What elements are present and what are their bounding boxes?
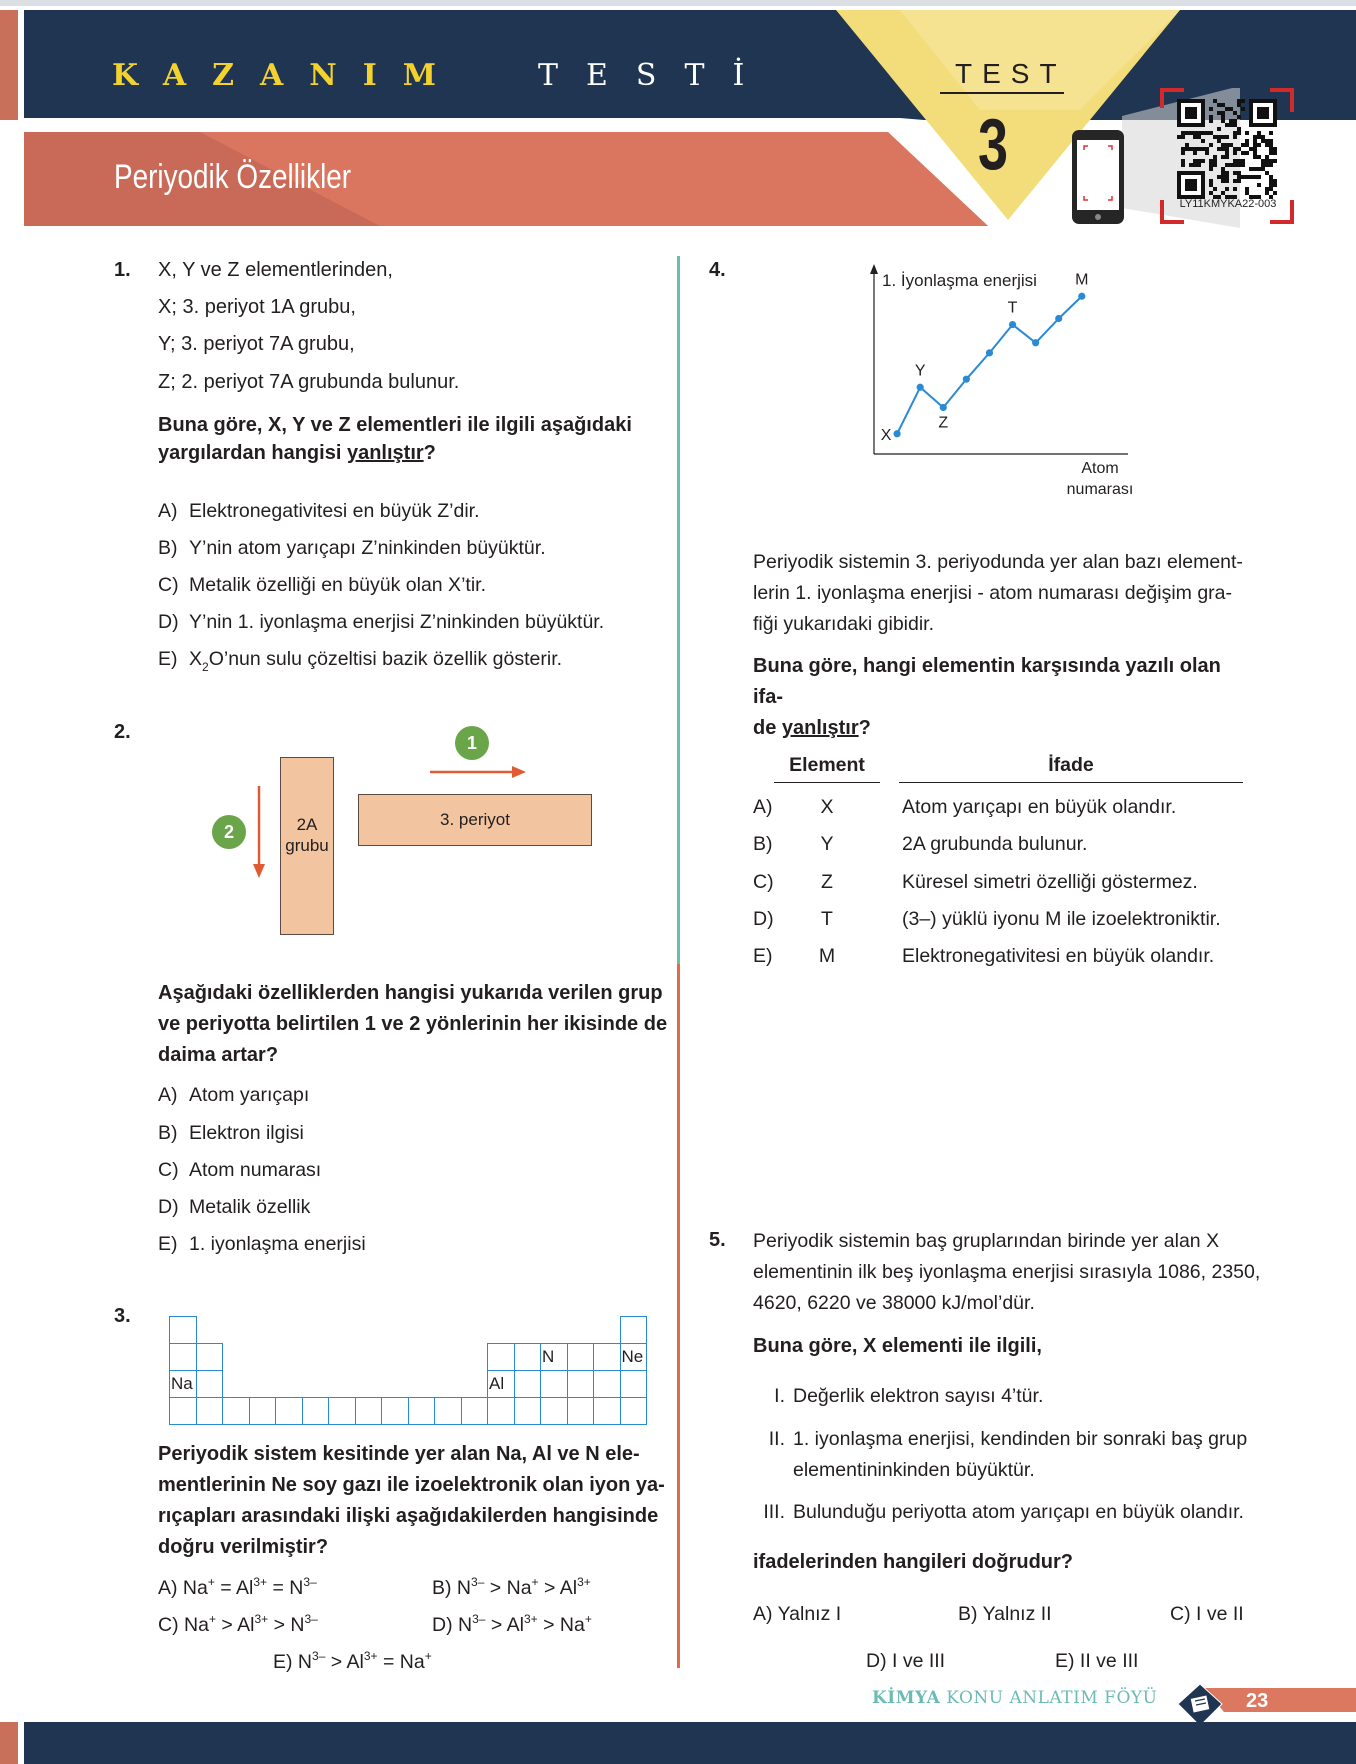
element-al-cell: Al xyxy=(487,1370,515,1398)
test-series-title: KAZANIM xyxy=(112,58,462,93)
periodic-table-cell xyxy=(434,1397,462,1425)
q4-option-statement: Küresel simetri özelliği göstermez. xyxy=(902,871,1198,893)
chart-line-segment xyxy=(989,325,1012,353)
element-n-cell: N xyxy=(540,1343,568,1371)
q3-option-c[interactable]: C) $Na^+ > Al^{3+} > N^{3-}$ xyxy=(158,1612,318,1636)
question-2-number: 2. xyxy=(114,721,131,743)
q4-option-row[interactable] xyxy=(753,868,1253,896)
q4-option-letter: E) xyxy=(753,945,773,967)
q3-option-b[interactable]: B) $N^{3-} > Na^+ > Al^{3+}$ xyxy=(432,1575,591,1599)
chart-point xyxy=(1032,339,1039,346)
q4-table-header-element: Element xyxy=(789,754,865,776)
q4-option-element: Z xyxy=(821,871,833,893)
q5-statement-3: III. Bulunduğu periyotta atom yarıçapı en büyük olandır. xyxy=(763,1501,1244,1523)
q4-option-row[interactable] xyxy=(753,905,1253,933)
q4-option-statement: Atom yarıçapı en büyük olandır. xyxy=(902,796,1177,818)
q4-option-element: Y xyxy=(820,833,834,855)
test-word: TESTİ xyxy=(538,58,773,93)
periodic-table-section xyxy=(169,1308,647,1424)
test-number: 3 xyxy=(978,105,1009,185)
q2-option-d[interactable]: D) Metalik özellik xyxy=(158,1196,311,1218)
q4-option-row[interactable] xyxy=(753,793,1253,821)
periodic-table-cell xyxy=(514,1343,542,1371)
chart-point xyxy=(986,349,993,356)
question-1-intro: X, Y ve Z elementlerinden, xyxy=(158,259,393,281)
q1-option-a[interactable]: A) Elektronegativitesi en büyük Z’dir. xyxy=(158,500,480,522)
chart-point-label: Y xyxy=(914,362,926,380)
periodic-table-cell xyxy=(169,1343,197,1371)
q4-option-letter: D) xyxy=(753,908,774,930)
q4-option-letter: C) xyxy=(753,871,774,893)
question-4-stem: Buna göre, hangi elementin karşısında yazılı olan ifa- de yanlıştır? xyxy=(753,655,1221,739)
chart-point xyxy=(940,404,947,411)
chart-line-segment xyxy=(1059,296,1082,318)
question-5-ask: ifadelerinden hangileri doğrudur? xyxy=(753,1551,1074,1573)
chart-x-axis-label-line2: numarası xyxy=(1066,481,1134,498)
question-4-number: 4. xyxy=(709,259,726,281)
element-ne-cell: Ne xyxy=(620,1343,648,1371)
chart-y-axis-label: 1. İyonlaşma enerjisi xyxy=(882,271,1037,290)
group-2a-box: 2A grubu xyxy=(280,757,334,935)
chart-point-label: Z xyxy=(938,414,949,432)
periodic-table-cell xyxy=(222,1397,250,1425)
periodic-table-cell xyxy=(567,1397,595,1425)
ionization-energy-chart xyxy=(860,262,1150,502)
q4-option-letter: A) xyxy=(753,796,773,818)
question-3-stem: Periyodik sistem kesitinde yer alan Na, Al ve N ele- mentlerinin Ne soy gazı ile izoelektronik olan iyon ya- rıçapları arasındaki ilişki aşağıdakilerden hangisinde doğru verilmiştir? xyxy=(158,1443,665,1558)
chart-line-segment xyxy=(943,379,966,407)
q1-option-d[interactable]: D) Y’nin 1. iyonlaşma enerjisi Z’ninkinden büyüktür. xyxy=(158,611,605,633)
periodic-table-cell xyxy=(328,1397,356,1425)
periodic-table-cell xyxy=(196,1343,224,1371)
q5-statement-1: I. Değerlik elektron sayısı 4’tür. xyxy=(774,1385,1044,1407)
chart-point-label: T xyxy=(1007,299,1018,317)
question-4-description: Periyodik sistemin 3. periyodunda yer alan bazı element- lerin 1. iyonlaşma enerjisi - atom numarası değişim gra- fiği yukarıdaki gibidir. xyxy=(753,551,1243,635)
q4-table-header-statement: İfade xyxy=(1048,754,1094,776)
periodic-table-cell xyxy=(355,1397,383,1425)
header xyxy=(0,0,1356,230)
q4-option-statement: Elektronegativitesi en büyük olandır. xyxy=(902,945,1215,967)
q2-option-e[interactable]: E) 1. iyonlaşma enerjisi xyxy=(158,1233,366,1255)
periodic-table-cell xyxy=(302,1397,330,1425)
q4-option-element: X xyxy=(820,796,834,818)
q1-item-x: X; 3. periyot 1A grubu, xyxy=(158,296,356,318)
topic-title: Periyodik Özellikler xyxy=(114,158,352,196)
q4-option-letter: B) xyxy=(753,833,773,855)
q4-option-statement: (3–) yüklü iyonu M ile izoelektroniktir. xyxy=(902,908,1221,930)
chart-line-segment xyxy=(897,387,920,434)
chart-line-segment xyxy=(1013,325,1036,343)
periodic-table-cell xyxy=(567,1370,595,1398)
q1-item-z: Z; 2. periyot 7A grubunda bulunur. xyxy=(158,371,460,393)
qr-code xyxy=(1177,99,1277,199)
q1-option-e[interactable]: E) $X_2O’nun$ sulu çözeltisi bazik özellik gösterir. xyxy=(158,648,563,674)
periodic-table-cell xyxy=(514,1370,542,1398)
question-5-stem: Buna göre, X elementi ile ilgili, xyxy=(753,1335,1042,1357)
q5-option-c[interactable]: C) I ve II xyxy=(1170,1603,1244,1625)
q4-table-header-rule-2 xyxy=(899,782,1243,783)
periodic-table-cell xyxy=(169,1397,197,1425)
periodic-table-cell xyxy=(487,1397,515,1425)
chart-point xyxy=(963,376,970,383)
period-arrow xyxy=(428,764,528,780)
chart-point xyxy=(1009,321,1016,328)
chart-point xyxy=(917,384,924,391)
chart-point-label: M xyxy=(1075,271,1089,289)
footer-bar xyxy=(24,1722,1356,1764)
periodic-table-cell xyxy=(169,1316,197,1344)
element-na-cell: Na xyxy=(169,1370,197,1398)
periodic-table-cell xyxy=(540,1370,568,1398)
period-direction-marker: 1 xyxy=(455,726,489,760)
period-3-box: 3. periyot xyxy=(358,794,592,846)
periodic-table-cell xyxy=(408,1397,436,1425)
group-arrow xyxy=(251,784,267,880)
q1-option-c[interactable]: C) Metalik özelliği en büyük olan X’tir. xyxy=(158,574,486,596)
q1-option-b[interactable]: B) Y’nin atom yarıçapı Z’ninkinden büyüktür. xyxy=(158,537,546,559)
periodic-table-cell xyxy=(620,1316,648,1344)
chart-line-segment xyxy=(966,353,989,379)
q5-option-b[interactable]: B) Yalnız II xyxy=(958,1603,1052,1625)
footer-bar-left-accent xyxy=(0,1722,18,1764)
q2-option-a[interactable]: A) Atom yarıçapı xyxy=(158,1084,310,1106)
q4-option-row[interactable] xyxy=(753,830,1253,858)
periodic-table-cell xyxy=(593,1370,621,1398)
chart-line-segment xyxy=(920,387,943,407)
question-5-number: 5. xyxy=(709,1229,726,1251)
chart-x-axis-label-line1: Atom xyxy=(1081,460,1119,477)
chart-point xyxy=(1055,315,1062,322)
q5-option-d[interactable]: D) I ve III xyxy=(866,1650,946,1672)
periodic-table-cell xyxy=(196,1370,224,1398)
chart-point xyxy=(893,430,900,437)
footer-title: KİMYA KONU ANLATIM FÖYÜ xyxy=(872,1688,1158,1708)
periodic-table-cell xyxy=(249,1397,277,1425)
chart-line-segment xyxy=(1036,319,1059,343)
chart-point xyxy=(1078,293,1085,300)
test-label-underline xyxy=(940,92,1064,94)
periodic-table-cell xyxy=(593,1397,621,1425)
q3-option-e[interactable]: E) $N^{3-} > Al^{3+} = Na^+$ xyxy=(273,1649,432,1673)
q4-table-header-rule-1 xyxy=(774,782,880,783)
question-1-stem: Buna göre, X, Y ve Z elementleri ile ilgili aşağıdaki yargılardan hangisi yanlıştır? xyxy=(158,414,632,464)
question-2-stem: Aşağıdaki özelliklerden hangisi yukarıda verilen grup ve periyotta belirtilen 1 ve 2 yönlerinin her ikisinde de daima artar? xyxy=(158,982,668,1066)
column-divider xyxy=(677,256,680,964)
test-label: TEST xyxy=(955,58,1067,89)
periodic-table-cell xyxy=(620,1397,648,1425)
periodic-table-cell xyxy=(275,1397,303,1425)
periodic-table-cell xyxy=(540,1397,568,1425)
q1-item-y: Y; 3. periyot 7A grubu, xyxy=(158,333,355,355)
page-number: 23 xyxy=(1246,1690,1269,1712)
periodic-table-cell xyxy=(461,1397,489,1425)
qr-code-text: LY11KMYKA22-003 xyxy=(1179,198,1277,210)
periodic-table-cell xyxy=(196,1397,224,1425)
periodic-table-cell xyxy=(567,1343,595,1371)
periodic-table-cell xyxy=(487,1343,515,1371)
q5-option-e[interactable]: E) II ve III xyxy=(1055,1650,1139,1672)
q4-option-element: T xyxy=(821,908,833,930)
q4-option-statement: 2A grubunda bulunur. xyxy=(902,833,1088,855)
q5-option-a[interactable]: A) Yalnız I xyxy=(753,1603,842,1625)
question-1-number: 1. xyxy=(114,259,131,281)
q3-option-d[interactable]: D) $N^{3-} > Al^{3+} > Na^+$ xyxy=(432,1612,592,1636)
q4-option-row[interactable] xyxy=(753,942,1253,970)
q5-statement-2: II. 1. iyonlaşma enerjisi, kendinden bir sonraki baş grup elementininkinden büyüktür. xyxy=(768,1428,1248,1481)
question-3-number: 3. xyxy=(114,1305,131,1327)
q2-option-b[interactable]: B) Elektron ilgisi xyxy=(158,1122,304,1144)
periodic-table-cell xyxy=(514,1397,542,1425)
q4-option-element: M xyxy=(818,945,836,967)
periodic-table-cell xyxy=(620,1370,648,1398)
question-5-description: Periyodik sistemin baş gruplarından birinde yer alan X elementinin ilk beş iyonlaşma enerjisi sırasıyla 1086, 2350, 4620, 6220 ve 38000 kJ/mol’dür. xyxy=(753,1230,1261,1314)
periodic-table-cell xyxy=(593,1343,621,1371)
periodic-table-cell xyxy=(381,1397,409,1425)
chart-point-label: X xyxy=(880,426,892,444)
group-direction-marker: 2 xyxy=(212,815,246,849)
q3-option-a[interactable]: A) $Na^+ = Al^{3+} = N^{3-}$ xyxy=(158,1575,317,1599)
q2-option-c[interactable]: C) Atom numarası xyxy=(158,1159,322,1181)
